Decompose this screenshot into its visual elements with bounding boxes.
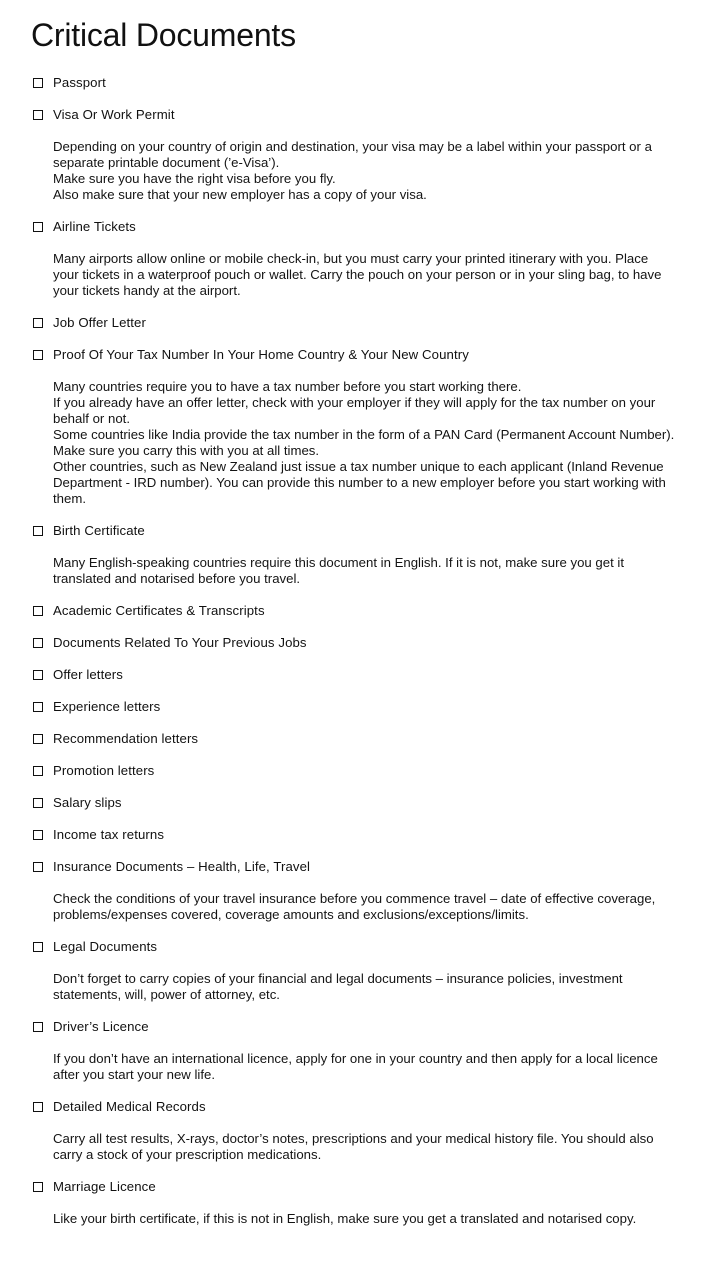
checklist-item xyxy=(31,75,681,91)
checklist-item-row[interactable] xyxy=(53,523,681,539)
checklist-item-label: Recommendation letters xyxy=(53,731,199,746)
checklist-item-label: Promotion letters xyxy=(53,763,155,778)
checklist-item-row[interactable] xyxy=(53,635,681,651)
checklist-item xyxy=(31,1179,681,1227)
description-paragraph: Check the conditions of your travel insurance before you commence travel – date of effective coverage, problems/expenses covered, coverage amounts and exclusions/exceptions/limits. xyxy=(53,891,656,922)
checklist-item-row[interactable] xyxy=(53,667,681,683)
checklist-item-description xyxy=(53,1051,675,1083)
checklist-item-row[interactable] xyxy=(53,75,681,91)
checklist-item-row[interactable] xyxy=(53,107,681,123)
checkbox-icon[interactable] xyxy=(33,1182,43,1192)
description-paragraph: Many English-speaking countries require this document in English. If it is not, make sure you get it translated and notarised before you travel. xyxy=(53,555,625,586)
checklist-item-label: Marriage Licence xyxy=(53,1179,156,1194)
checklist-item xyxy=(31,635,681,651)
checklist-item xyxy=(31,1019,681,1083)
checklist-item-row[interactable] xyxy=(53,219,681,235)
checklist-item-label: Visa Or Work Permit xyxy=(53,107,175,122)
checklist-item-row[interactable] xyxy=(53,827,681,843)
checkbox-icon[interactable] xyxy=(33,734,43,744)
checklist-item xyxy=(31,939,681,1003)
checkbox-icon[interactable] xyxy=(33,830,43,840)
checklist-item xyxy=(31,219,681,299)
checkbox-icon[interactable] xyxy=(33,350,43,360)
checkbox-icon[interactable] xyxy=(33,1102,43,1112)
checklist-item-label: Experience letters xyxy=(53,699,161,714)
description-paragraph: Also make sure that your new employer has a copy of your visa. xyxy=(53,187,427,202)
checkbox-icon[interactable] xyxy=(33,1022,43,1032)
checklist-item xyxy=(31,107,681,203)
checkbox-icon[interactable] xyxy=(33,110,43,120)
checklist-item-label: Job Offer Letter xyxy=(53,315,146,330)
checklist-item-label: Driver’s Licence xyxy=(53,1019,149,1034)
checklist-item-label: Detailed Medical Records xyxy=(53,1099,206,1114)
checklist-item-label: Airline Tickets xyxy=(53,219,136,234)
checkbox-icon[interactable] xyxy=(33,798,43,808)
checklist-item xyxy=(31,1099,681,1163)
checkbox-icon[interactable] xyxy=(33,942,43,952)
description-paragraph: Many airports allow online or mobile check-in, but you must carry your printed itinerary with you. Place your tickets in a waterproof pouch or wallet. Carry the pouch on your person or in your sling bag, to have your tickets handy at the airport. xyxy=(53,251,662,298)
checklist-item-description xyxy=(53,971,675,1003)
checklist-item-label: Passport xyxy=(53,75,106,90)
checklist-item-row[interactable] xyxy=(53,603,681,619)
checkbox-icon[interactable] xyxy=(33,766,43,776)
checklist-item-description xyxy=(53,1211,675,1227)
checklist-item-row[interactable] xyxy=(53,1099,681,1115)
checklist-item-row[interactable] xyxy=(53,939,681,955)
checklist-item-label: Income tax returns xyxy=(53,827,165,842)
checklist-item-label: Proof Of Your Tax Number In Your Home Country & Your New Country xyxy=(53,347,469,362)
checkbox-icon[interactable] xyxy=(33,702,43,712)
checkbox-icon[interactable] xyxy=(33,318,43,328)
checklist-item-row[interactable] xyxy=(53,1019,681,1035)
checklist-item-label: Documents Related To Your Previous Jobs xyxy=(53,635,307,650)
checklist-item-row[interactable] xyxy=(53,315,681,331)
checklist-item-row[interactable] xyxy=(53,763,681,779)
checklist-item xyxy=(31,523,681,587)
description-paragraph: Make sure you have the right visa before you fly. xyxy=(53,171,336,186)
description-paragraph: Like your birth certificate, if this is not in English, make sure you get a translated and notarised copy. xyxy=(53,1211,637,1226)
description-paragraph: If you already have an offer letter, check with your employer if they will apply for the tax number on your behalf or not. xyxy=(53,395,656,426)
description-paragraph: Some countries like India provide the tax number in the form of a PAN Card (Permanent Account Number). Make sure you carry this with you at all times. xyxy=(53,427,675,458)
checklist-item-description xyxy=(53,555,675,587)
checklist-item-row[interactable] xyxy=(53,859,681,875)
checklist-item xyxy=(31,763,681,779)
checklist-item xyxy=(31,603,681,619)
checklist-item xyxy=(31,859,681,923)
checklist xyxy=(31,75,681,1227)
checklist-item-label: Academic Certificates & Transcripts xyxy=(53,603,265,618)
checklist-item xyxy=(31,667,681,683)
checklist-item-row[interactable] xyxy=(53,1179,681,1195)
description-paragraph: Depending on your country of origin and destination, your visa may be a label within your passport or a separate printable document (’e-Visa’). xyxy=(53,139,652,170)
checklist-item-description xyxy=(53,891,675,923)
checklist-item-description xyxy=(53,139,675,203)
checkbox-icon[interactable] xyxy=(33,78,43,88)
checkbox-icon[interactable] xyxy=(33,638,43,648)
description-paragraph: Carry all test results, X-rays, doctor’s notes, prescriptions and your medical history file. You should also carry a stock of your prescription medications. xyxy=(53,1131,654,1162)
description-paragraph: Don’t forget to carry copies of your financial and legal documents – insurance policies, investment statements, will, power of attorney, etc. xyxy=(53,971,623,1002)
checklist-item xyxy=(31,731,681,747)
checklist-item-description xyxy=(53,251,675,299)
page-title: Critical Documents xyxy=(31,17,296,53)
checkbox-icon[interactable] xyxy=(33,670,43,680)
checklist-item-label: Offer letters xyxy=(53,667,123,682)
checklist-item-description xyxy=(53,379,675,507)
checkbox-icon[interactable] xyxy=(33,526,43,536)
checklist-item-label: Legal Documents xyxy=(53,939,158,954)
description-paragraph: Many countries require you to have a tax number before you start working there. xyxy=(53,379,522,394)
checklist-item xyxy=(31,795,681,811)
description-paragraph: Other countries, such as New Zealand just issue a tax number unique to each applicant (Inland Revenue Department - IRD number). You can provide this number to a new employer before you start working with them. xyxy=(53,459,666,506)
checklist-item-row[interactable] xyxy=(53,347,681,363)
checklist-item-row[interactable] xyxy=(53,731,681,747)
checkbox-icon[interactable] xyxy=(33,222,43,232)
checkbox-icon[interactable] xyxy=(33,606,43,616)
checklist-item xyxy=(31,347,681,507)
checklist-item-description xyxy=(53,1131,675,1163)
description-paragraph: If you don’t have an international licence, apply for one in your country and then apply for a local licence after you start your new life. xyxy=(53,1051,658,1082)
document-page xyxy=(31,14,681,1243)
checklist-item-row[interactable] xyxy=(53,699,681,715)
checklist-item-row[interactable] xyxy=(53,795,681,811)
checklist-item-label: Birth Certificate xyxy=(53,523,145,538)
checklist-item-label: Salary slips xyxy=(53,795,122,810)
checkbox-icon[interactable] xyxy=(33,862,43,872)
checklist-item xyxy=(31,699,681,715)
checklist-item-label: Insurance Documents – Health, Life, Travel xyxy=(53,859,311,874)
checklist-item xyxy=(31,827,681,843)
checklist-item xyxy=(31,315,681,331)
